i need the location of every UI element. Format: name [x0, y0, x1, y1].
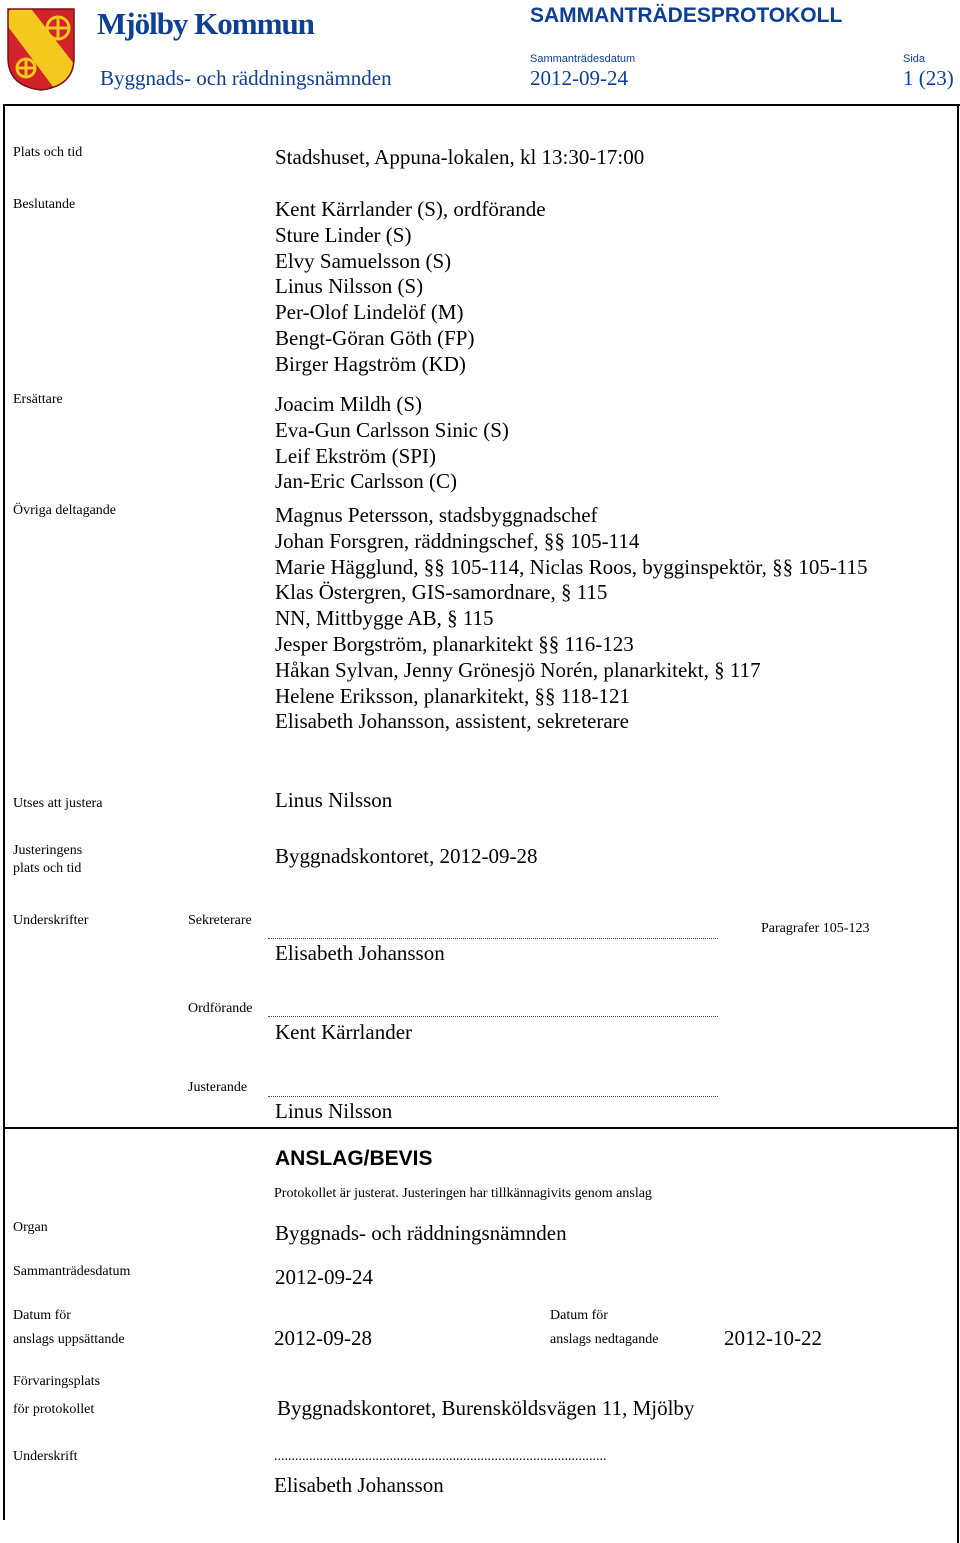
right-border	[957, 104, 959, 1543]
substitute-member: Eva-Gun Carlsson Sinic (S)	[275, 417, 509, 442]
signature-dots: ...............................................................................................	[274, 1449, 607, 1464]
other-participant: Klas Östergren, GIS-samordnare, § 115	[275, 580, 608, 605]
removed-label-1: Datum för	[550, 1308, 608, 1323]
others-list	[275, 503, 868, 735]
adjuster-signature-name: Linus Nilsson	[275, 1099, 393, 1123]
deciding-member: Linus Nilsson (S)	[275, 274, 424, 299]
notice-title: ANSLAG/BEVIS	[275, 1147, 433, 1170]
storage-label-2: för protokollet	[13, 1402, 95, 1417]
left-border	[3, 104, 5, 1520]
posted-label-1: Datum för	[13, 1308, 71, 1323]
storage-label-1: Förvaringsplats	[13, 1374, 101, 1389]
other-participant: Magnus Petersson, stadsbyggnadschef	[275, 503, 598, 527]
storage-value: Byggnadskontoret, Burensköldsvägen 11, Mjölby	[277, 1396, 695, 1420]
notice-meeting-date-label: Sammanträdesdatum	[13, 1264, 131, 1279]
notice-divider	[3, 1127, 959, 1129]
chair-name: Kent Kärrlander	[275, 1020, 413, 1044]
organ-value: Byggnads- och räddningsnämnden	[275, 1221, 567, 1245]
others-label: Övriga deltagande	[13, 503, 117, 518]
substitute-member: Leif Ekström (SPI)	[275, 443, 436, 468]
secretary-name: Elisabeth Johansson	[275, 941, 445, 965]
other-participant: NN, Mittbygge AB, § 115	[275, 606, 494, 631]
place-value: Stadshuset, Appuna-lokalen, kl 13:30-17:00	[275, 145, 645, 169]
meeting-date: 2012-09-24	[530, 66, 628, 90]
substitutes-list	[275, 392, 509, 495]
signatures-label: Underskrifter	[13, 913, 89, 928]
chair-signature-line	[268, 1016, 718, 1017]
document-type: SAMMANTRÄDESPROTOKOLL	[530, 4, 843, 27]
org-name: Mjölby Kommun	[97, 6, 314, 41]
meeting-date-label: Sammanträdesdatum	[530, 53, 636, 65]
place-label: Plats och tid	[13, 145, 83, 160]
page-label: Sida	[903, 53, 926, 65]
other-participant: Johan Forsgren, räddningschef, §§ 105-114	[275, 528, 640, 553]
removed-date: 2012-10-22	[724, 1326, 822, 1350]
substitute-member: Jan-Eric Carlsson (C)	[275, 469, 457, 494]
signature-label: Underskrift	[13, 1449, 78, 1464]
deciding-member: Birger Hagström (KD)	[275, 351, 466, 376]
removed-label-2: anslags nedtagande	[550, 1332, 659, 1347]
secretary-signature-line	[268, 938, 718, 939]
adjuster-signature-label: Justerande	[188, 1080, 248, 1095]
deciding-member: Elvy Samuelsson (S)	[275, 248, 452, 273]
other-participant: Marie Hägglund, §§ 105-114, Niclas Roos, bygginspektör, §§ 105-115	[275, 554, 868, 579]
adjuster-signature-line	[268, 1096, 718, 1097]
posted-date: 2012-09-28	[274, 1326, 372, 1350]
organ-label: Organ	[13, 1220, 48, 1235]
notice-meeting-date: 2012-09-24	[275, 1265, 373, 1289]
adjust-place-label-1: Justeringens	[13, 843, 83, 858]
notice-subtitle: Protokollet är justerat. Justeringen har tillkännagivits genom anslag	[274, 1186, 652, 1201]
page-number: 1 (23)	[903, 66, 954, 90]
adjust-place-label-2: plats och tid	[13, 861, 82, 876]
other-participant: Håkan Sylvan, Jenny Grönesjö Norén, planarkitekt, § 117	[275, 657, 761, 682]
other-participant: Elisabeth Johansson, assistent, sekreterare	[275, 709, 629, 734]
substitutes-label: Ersättare	[13, 392, 63, 407]
deciding-member: Sture Linder (S)	[275, 222, 412, 247]
paragraphs-range: Paragrafer 105-123	[761, 921, 870, 936]
board-name: Byggnads- och räddningsnämnden	[100, 66, 392, 90]
substitute-member: Joacim Mildh (S)	[275, 392, 422, 416]
other-participant: Jesper Borgström, planarkitekt §§ 116-123	[275, 631, 634, 656]
secretary-label: Sekreterare	[188, 913, 252, 928]
deciding-member: Bengt-Göran Göth (FP)	[275, 325, 475, 350]
adjuster-value: Linus Nilsson	[275, 788, 393, 812]
deciding-list	[275, 197, 546, 378]
adjuster-label: Utses att justera	[13, 796, 103, 811]
header-divider	[3, 104, 960, 106]
signature-name: Elisabeth Johansson	[274, 1473, 444, 1497]
deciding-label: Beslutande	[13, 197, 76, 212]
coat-of-arms-logo	[5, 6, 77, 92]
posted-label-2: anslags uppsättande	[13, 1332, 125, 1347]
chair-label: Ordförande	[188, 1001, 253, 1016]
adjust-place-value: Byggnadskontoret, 2012-09-28	[275, 844, 538, 868]
deciding-member: Per-Olof Lindelöf (M)	[275, 300, 464, 325]
other-participant: Helene Eriksson, planarkitekt, §§ 118-121	[275, 683, 630, 708]
deciding-member: Kent Kärrlander (S), ordförande	[275, 197, 546, 221]
